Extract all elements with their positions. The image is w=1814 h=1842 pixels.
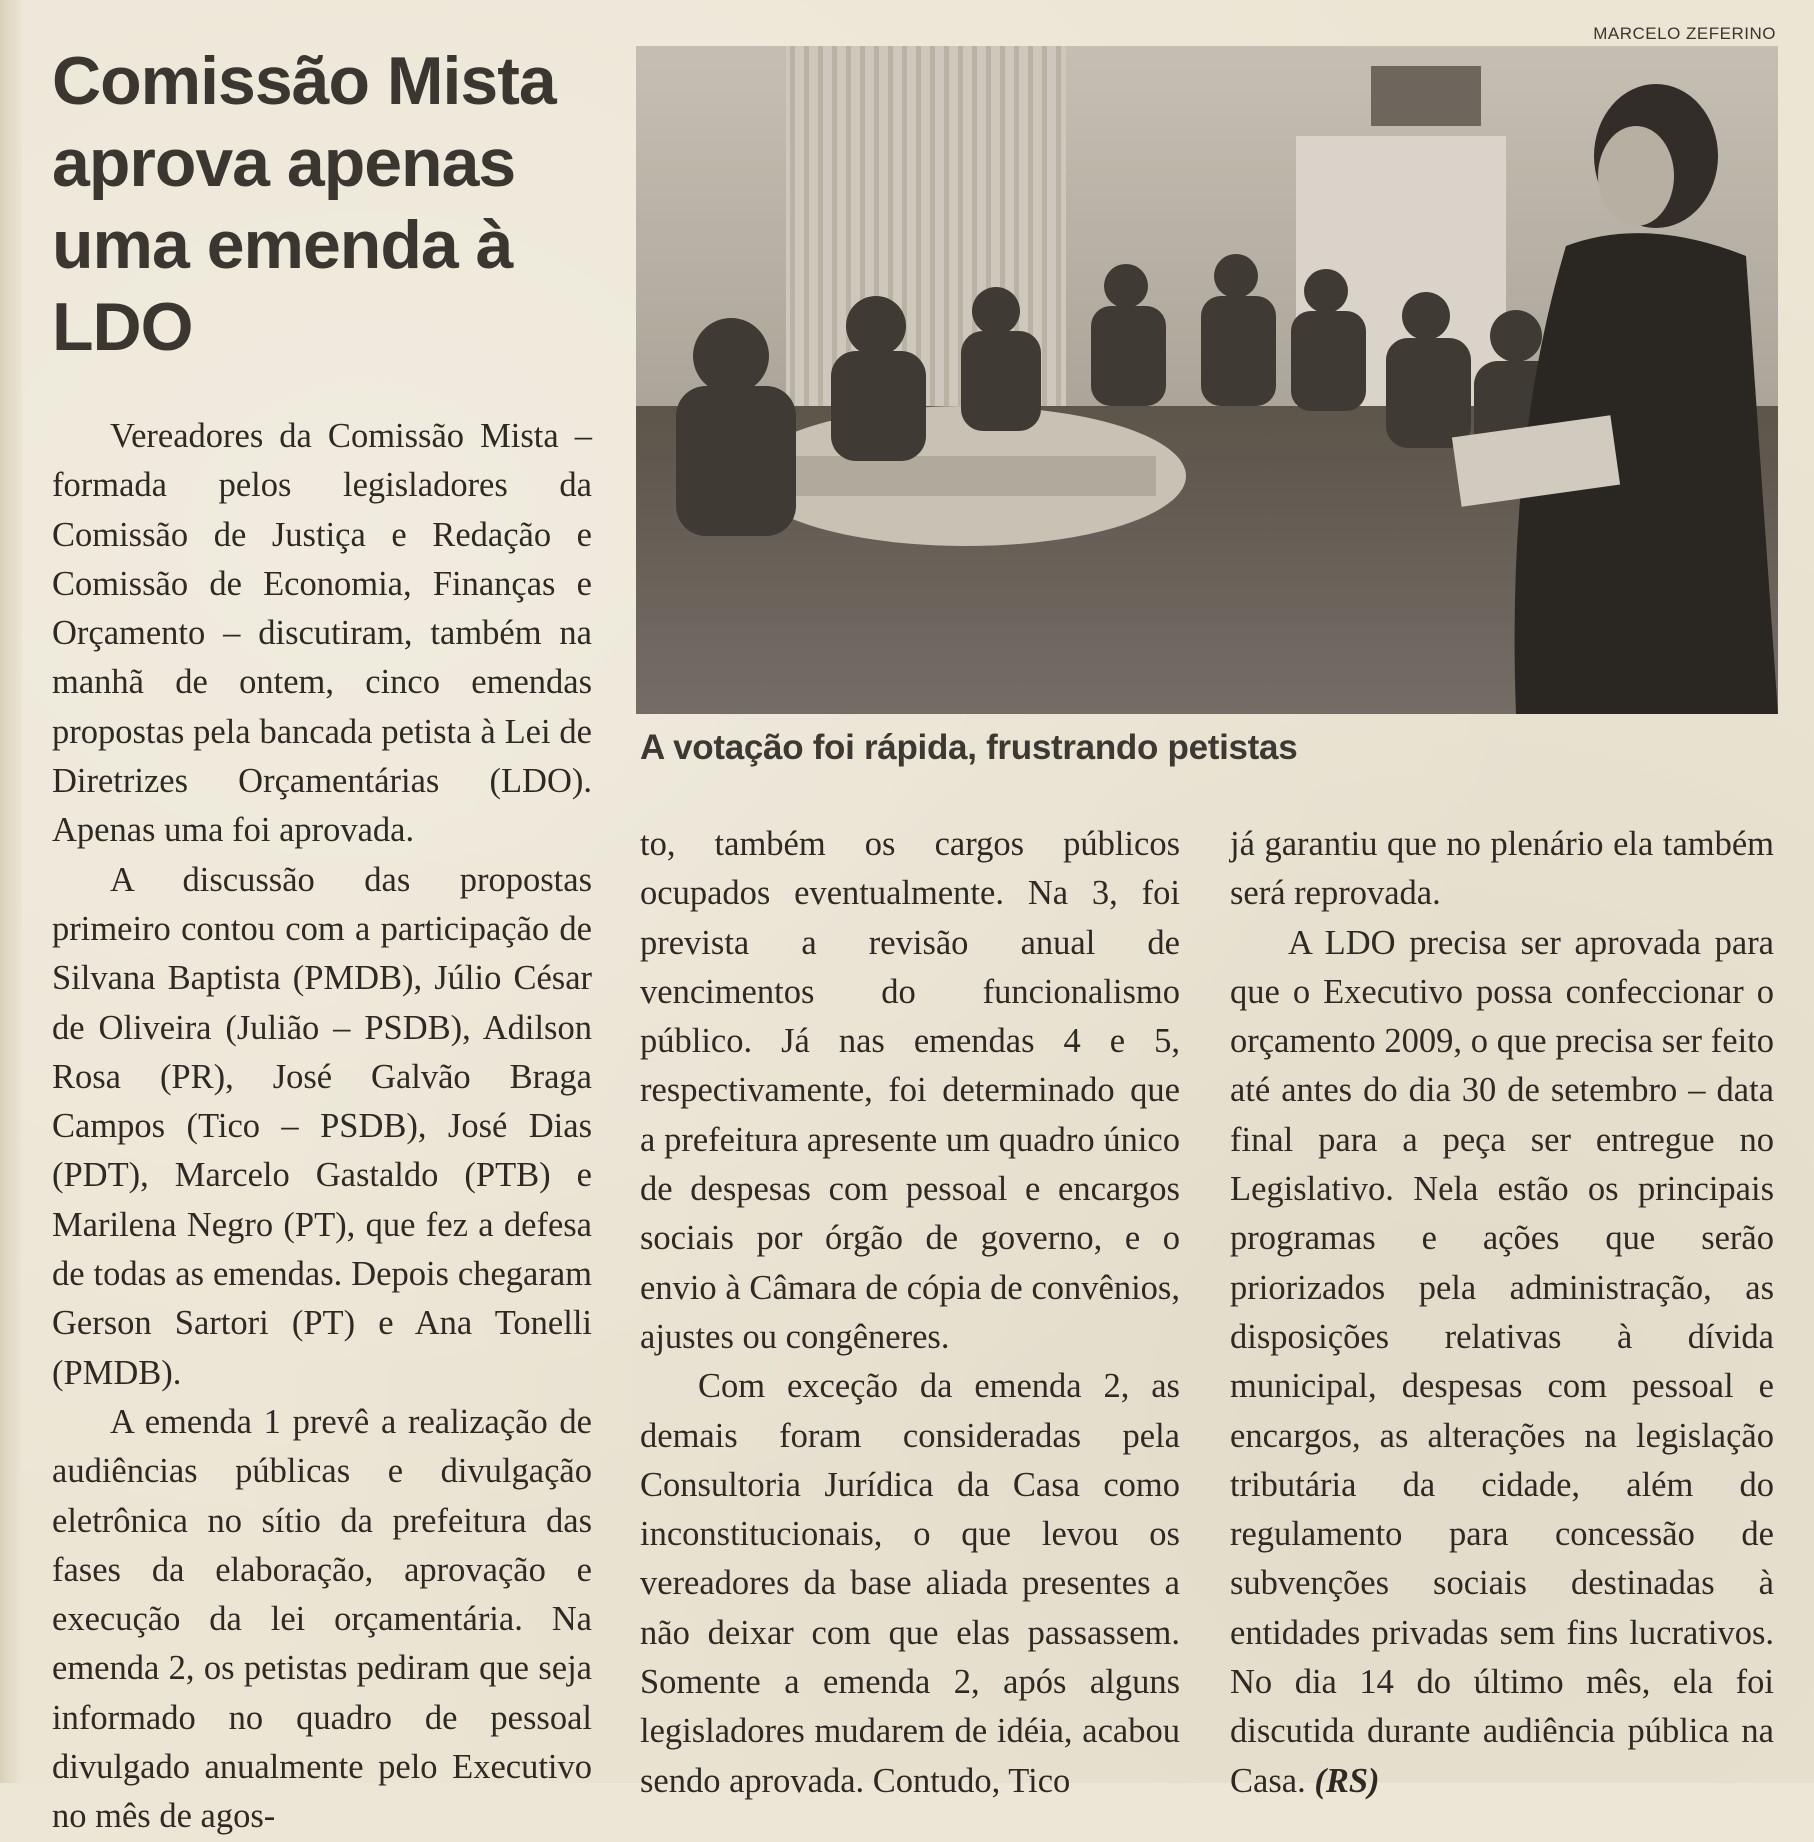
headline: Comissão Mista aprova apenas uma emenda à LDO <box>52 43 556 365</box>
paragraph: A discussão das propostas primeiro contou com a participação de Silvana Baptista (PMDB), Júlio César de Oliveira (Julião – PSDB), Adilson Rosa (PR), José Galvão Braga Campos (Tico – PSDB), José Dias (PDT), Marcelo Gastaldo (PTB) e Marilena Negro (PT), que fez a defesa de todas as emendas. Depois chegaram Gerson Sartori (PT) e Ana Tonelli (PMDB). <box>52 860 592 1392</box>
photo-image <box>636 46 1778 714</box>
paragraph: Com exceção da emenda 2, as demais foram consideradas pela Consultoria Jurídica da Casa como inconstitucionais, o que levou os vereadores da base aliada presentes a não deixar com que elas passassem. Somente a emenda 2, após alguns legisladores mudarem de idéia, acabou sendo aprovada. Contudo, Tico <box>640 1367 1180 1800</box>
paragraph-text: A LDO precisa ser aprovada para que o Executivo possa confeccionar o orçamento 2009, o que precisa ser feito até antes do dia 30 de setembro – data final para a peça ser entregue no Legislativo. Nela estão os principais programas e ações que serão priorizados pela administração, as disposições relativas à dívida municipal, despesas com pessoal e encargos, as alterações na legislação tributária da cidade, além do regulamento para concessão de subvenções sociais destinadas à entidades privadas sem fins lucrativos. No dia 14 do último mês, ela foi discutida durante audiência pública na Casa. <box>1230 923 1774 1800</box>
article-column-1 <box>52 412 592 1842</box>
article-column-3 <box>1230 820 1774 1806</box>
author-signature: (RS) <box>1314 1761 1380 1800</box>
article-column-2 <box>640 820 1180 1806</box>
paragraph: Vereadores da Comissão Mista – formada pelos legisladores da Comissão de Justiça e Redação e Comissão de Economia, Finanças e Orçamento – discutiram, também na manhã de ontem, cinco emendas propostas pela bancada petista à Lei de Diretrizes Orçamentárias (LDO). Apenas uma foi aprovada. <box>52 417 592 850</box>
photo-credit: MARCELO ZEFERINO <box>1593 24 1776 43</box>
photo-caption: A votação foi rápida, frustrando petistas <box>640 728 1298 767</box>
paragraph: to, também os cargos públicos ocupados eventualmente. Na 3, foi prevista a revisão anual de vencimentos do funcionalismo público. Já nas emendas 4 e 5, respectivamente, foi determinado que a prefeitura apresente um quadro único de despesas com pessoal e encargos sociais por órgão de governo, e o envio à Câmara de cópia de convênios, ajustes ou congêneres. <box>640 825 1180 1356</box>
meeting-photo <box>636 46 1778 714</box>
page-edge <box>0 0 22 1783</box>
paragraph <box>1230 919 1774 1806</box>
paragraph: já garantiu que no plenário ela também será reprovada. <box>1230 825 1774 913</box>
paragraph: A emenda 1 prevê a realização de audiências públicas e divulgação eletrônica no sítio da prefeitura das fases da elaboração, aprovação e execução da lei orçamentária. Na emenda 2, os petistas pediram que seja informado no quadro de pessoal divulgado anualmente pelo Executivo no mês de agos- <box>52 1402 592 1836</box>
